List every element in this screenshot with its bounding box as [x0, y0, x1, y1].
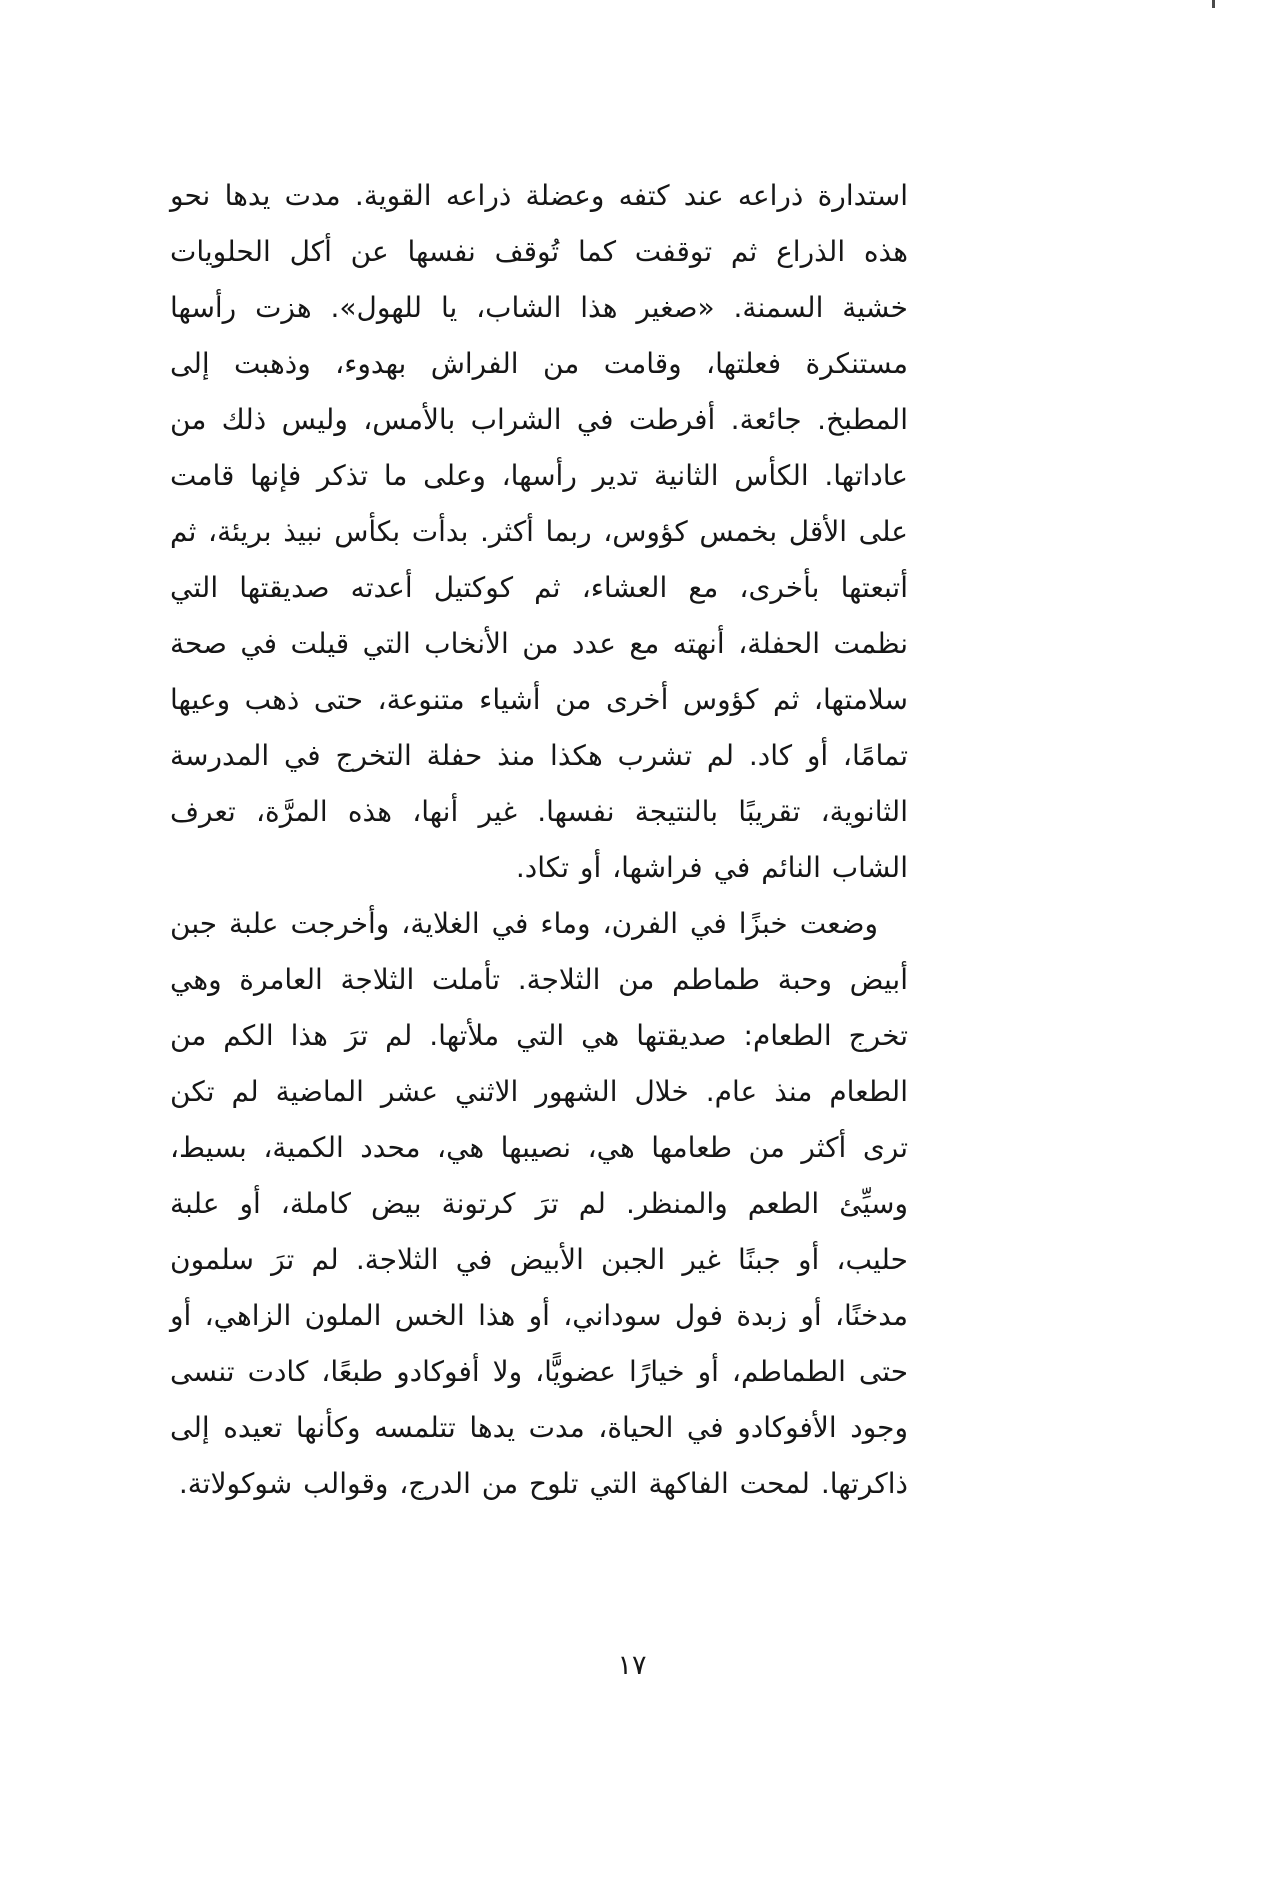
- text-block: [170, 168, 908, 1512]
- page-number: ١٧: [617, 1650, 647, 1681]
- paragraph-1: استدارة ذراعه عند كتفه وعضلة ذراعه القوية. مدت يدها نحو هذه الذراع ثم توقفت كما تُوقف نفسها عن أكل الحلويات خشية السمنة. «صغير هذا الشاب، يا للهول». هزت رأسها مستنكرة فعلتها، وقامت من الفراش بهدوء، وذهبت إلى المطبخ. جائعة. أفرطت في الشراب بالأمس، وليس ذلك من عاداتها. الكأس الثانية تدير رأسها، وعلى ما تذكر فإنها قامت على الأقل بخمس كؤوس، ربما أكثر. بدأت بكأس نبيذ بريئة، ثم أتبعتها بأخرى، مع العشاء، ثم كوكتيل أعدته صديقتها التي نظمت الحفلة، أنهته مع عدد من الأنخاب التي قيلت في صحة سلامتها، ثم كؤوس أخرى من أشياء متنوعة، حتى ذهب وعيها تمامًا، أو كاد. لم تشرب هكذا منذ حفلة التخرج في المدرسة الثانوية، تقريبًا بالنتيجة نفسها. غير أنها، هذه المرَّة، تعرف الشاب النائم في فراشها، أو تكاد.: [170, 179, 908, 884]
- corner-mark: [1212, 0, 1215, 8]
- paragraph-2: وضعت خبزًا في الفرن، وماء في الغلاية، وأخرجت علبة جبن أبيض وحبة طماطم من الثلاجة. تأملت الثلاجة العامرة وهي تخرج الطعام: صديقتها هي التي ملأتها. لم ترَ هذا الكم من الطعام منذ عام. خلال الشهور الاثني عشر الماضية لم تكن ترى أكثر من طعامها هي، نصيبها هي، محدد الكمية، بسيط، وسيِّئ الطعم والمنظر. لم ترَ كرتونة بيض كاملة، أو علبة حليب، أو جبنًا غير الجبن الأبيض في الثلاجة. لم ترَ سلمون مدخنًا، أو زبدة فول سوداني، أو هذا الخس الملون الزاهي، أو حتى الطماطم، أو خيارًا عضويًّا، ولا أفوكادو طبعًا، كادت تنسى وجود الأفوكادو في الحياة، مدت يدها تتلمسه وكأنها تعيده إلى ذاكرتها. لمحت الفاكهة التي تلوح من الدرج، وقوالب شوكولاتة.: [170, 907, 908, 1500]
